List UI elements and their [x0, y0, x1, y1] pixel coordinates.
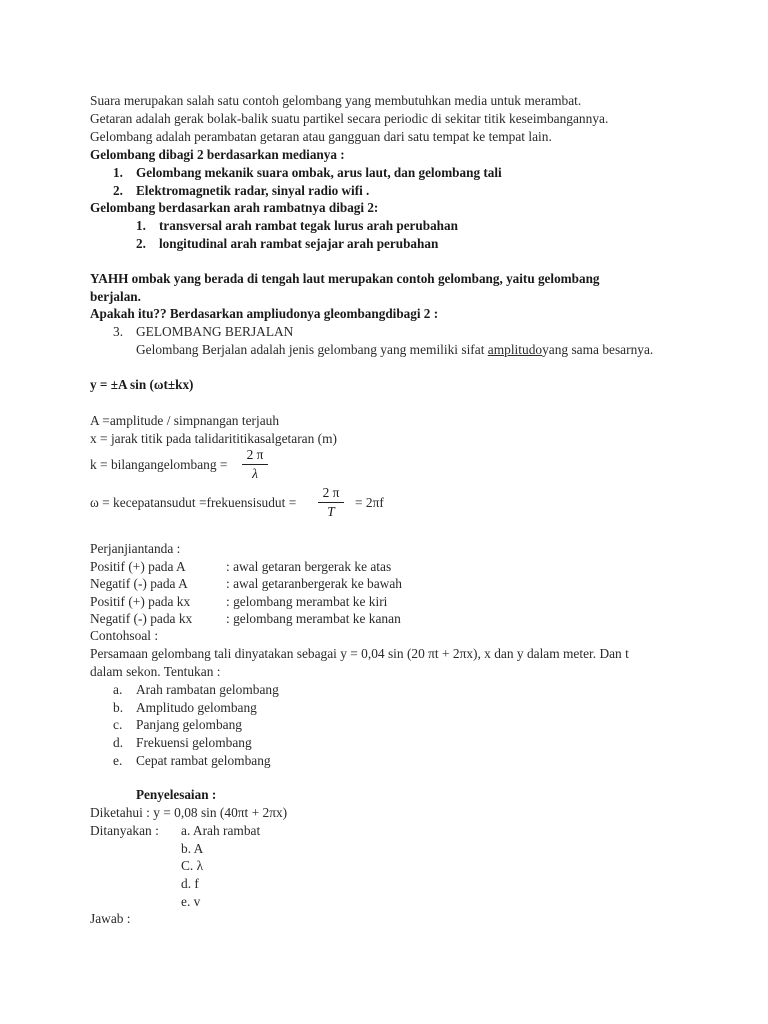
solution-asked-d: d. f — [181, 876, 199, 891]
def-k-label: k = bilangangelombang = — [90, 457, 228, 472]
def-omega-label: ω = kecepatansudut =frekuensisudut = — [90, 495, 297, 510]
example-line-1: Persamaan gelombang tali dinyatakan sebagai y = 0,04 sin (20 πt + 2πx), x dan y dalam meter. Dan t — [90, 646, 629, 661]
direction-item-2-num: 2. — [136, 236, 146, 251]
sign-row-2-desc: : awal getaranbergerak ke bawah — [226, 576, 402, 591]
medium-item-2-text: Elektromagnetik radar, sinyal radio wifi . — [136, 183, 370, 198]
sign-convention-title: Perjanjiantanda : — [90, 541, 181, 556]
example-line-2: dalam sekon. Tentukan : — [90, 664, 221, 679]
example-item-e-num: e. — [113, 753, 123, 768]
direction-item-2-text: longitudinal arah rambat sejajar arah perubahan — [159, 236, 439, 251]
sign-row-3-label: Positif (+) pada kx — [90, 594, 191, 609]
example-item-a-text: Arah rambatan gelombang — [136, 682, 279, 697]
example-item-c-num: c. — [113, 717, 123, 732]
solution-asked-label: Ditanyakan : — [90, 823, 159, 838]
sign-row-2-label: Negatif (-) pada A — [90, 576, 188, 591]
medium-heading: Gelombang dibagi 2 berdasarkan medianya : — [90, 147, 345, 162]
example-title: Contohsoal : — [90, 628, 159, 643]
solution-asked-b: b. A — [181, 841, 204, 856]
example-item-c-text: Panjang gelombang — [136, 717, 242, 732]
def-amplitude: A =amplitude / simpnangan terjauh — [90, 413, 280, 428]
sign-row-3-desc: : gelombang merambat ke kiri — [226, 594, 388, 609]
medium-item-2-num: 2. — [113, 183, 123, 198]
omega-fraction-denominator: T — [327, 504, 335, 519]
solution-asked-e: e. v — [181, 894, 201, 909]
sign-row-4-desc: : gelombang merambat ke kanan — [226, 611, 401, 626]
def-omega-tail: = 2πf — [355, 495, 384, 510]
medium-item-1-num: 1. — [113, 165, 123, 180]
sign-row-4-label: Negatif (-) pada kx — [90, 611, 193, 626]
example-item-d-num: d. — [113, 735, 124, 750]
wave-formula: y = ±A sin (ωt±kx) — [90, 377, 194, 392]
k-fraction — [242, 447, 268, 482]
berjalan-num: 3. — [113, 324, 124, 339]
direction-item-1-text: transversal arah rambat tegak lurus arah perubahan — [159, 218, 458, 233]
sign-row-1-label: Positif (+) pada A — [90, 559, 186, 574]
example-item-d-text: Frekuensi gelombang — [136, 735, 252, 750]
k-fraction-bar — [242, 464, 268, 465]
berjalan-desc-amplitudo-link: amplitudo — [487, 342, 543, 357]
example-item-e-text: Cepat rambat gelombang — [136, 753, 271, 768]
solution-asked-a: a. Arah rambat — [181, 823, 261, 838]
example-item-b-num: b. — [113, 700, 124, 715]
yahh-line-3: Apakah itu?? Berdasarkan ampliudonya gleombangdibagi 2 : — [90, 306, 439, 321]
example-item-a-num: a. — [113, 682, 123, 697]
omega-fraction-numerator: 2 π — [322, 485, 340, 500]
solution-asked-c: C. λ — [181, 858, 204, 873]
solution-answer-label: Jawab : — [90, 911, 131, 926]
yahh-line-1: YAHH ombak yang berada di tengah laut merupakan contoh gelombang, yaitu gelombang — [90, 271, 600, 286]
omega-fraction-bar — [318, 502, 344, 503]
berjalan-title: GELOMBANG BERJALAN — [136, 324, 294, 339]
medium-item-1-text: Gelombang mekanik suara ombak, arus laut, dan gelombang tali — [136, 165, 502, 180]
intro-line-2: Getaran adalah gerak bolak-balik suatu partikel secara periodic di sekitar titik keseimbangannya. — [90, 111, 609, 126]
solution-known: Diketahui : y = 0,08 sin (40πt + 2πx) — [90, 805, 288, 820]
k-fraction-denominator: λ — [252, 466, 258, 481]
berjalan-description — [136, 341, 653, 359]
berjalan-desc-before: Gelombang Berjalan adalah jenis gelombang yang memiliki sifat — [136, 342, 488, 357]
intro-line-3: Gelombang adalah perambatan getaran atau gangguan dari satu tempat ke tempat lain. — [90, 129, 552, 144]
intro-line-1: Suara merupakan salah satu contoh gelombang yang membutuhkan media untuk merambat. — [90, 93, 582, 108]
yahh-line-2: berjalan. — [90, 289, 141, 304]
direction-heading: Gelombang berdasarkan arah rambatnya dibagi 2: — [90, 200, 379, 215]
example-item-b-text: Amplitudo gelombang — [136, 700, 257, 715]
berjalan-desc-after: yang sama besarnya. — [542, 342, 654, 357]
omega-fraction — [318, 485, 344, 520]
k-fraction-numerator: 2 π — [246, 447, 264, 462]
direction-item-1-num: 1. — [136, 218, 146, 233]
def-x: x = jarak titik pada talidarititikasalgetaran (m) — [90, 431, 338, 446]
solution-title: Penyelesaian : — [136, 787, 217, 802]
sign-row-1-desc: : awal getaran bergerak ke atas — [226, 559, 392, 574]
